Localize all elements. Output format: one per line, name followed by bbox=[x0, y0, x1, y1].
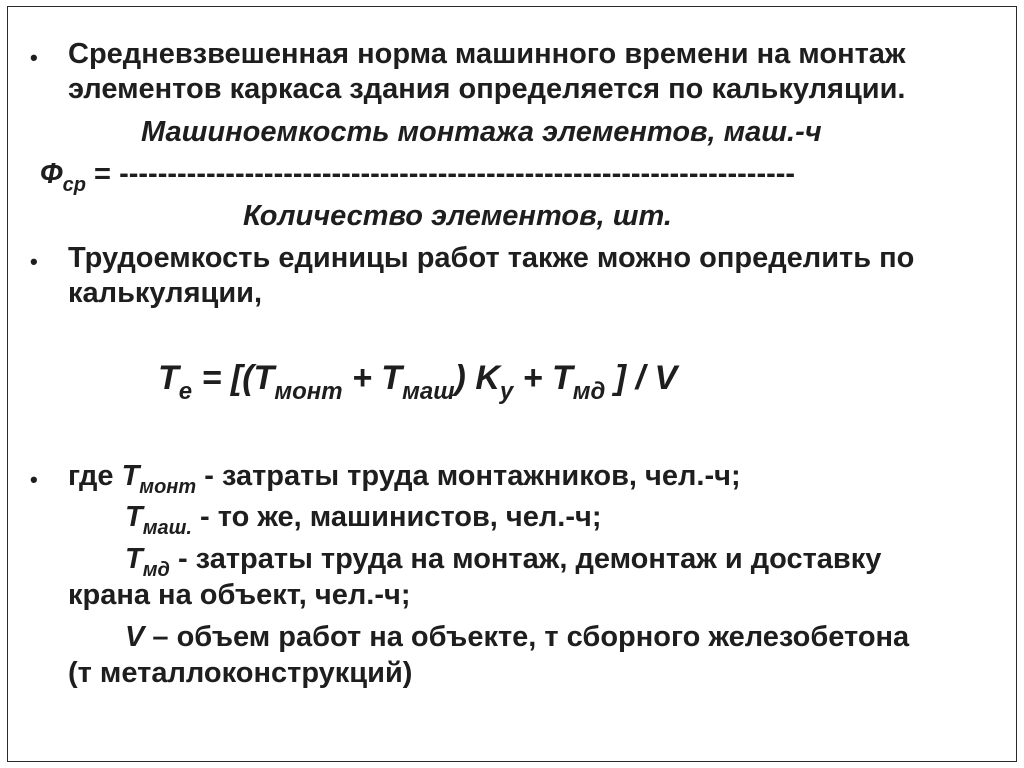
legend-text: – объем работ на объекте, т сборного железобетона bbox=[144, 621, 910, 653]
legend-line: крана на объект, чел.-ч; bbox=[68, 579, 411, 611]
fraction-numerator: Машиноемкость монтажа элементов, маш.-ч bbox=[141, 116, 822, 148]
formula-subscript: монт bbox=[274, 378, 343, 405]
slide bbox=[7, 6, 1017, 762]
paragraph-line: элементов каркаса здания определяется по калькуляции. bbox=[68, 73, 906, 105]
legend-symbol: T bbox=[125, 501, 143, 533]
legend-text: - затраты труда на монтаж, демонтаж и доставку bbox=[169, 543, 882, 575]
formula-symbol: Ф bbox=[40, 158, 63, 190]
legend-line bbox=[125, 620, 909, 654]
legend-line bbox=[125, 500, 602, 537]
formula-subscript: маш bbox=[402, 378, 455, 405]
equals-sign: = bbox=[86, 158, 120, 190]
paragraph-line: Средневзвешенная норма машинного времени на монтаж bbox=[68, 38, 906, 70]
legend-subscript: монт bbox=[139, 476, 197, 498]
formula-part: T bbox=[158, 359, 179, 397]
formula-subscript: ср bbox=[62, 174, 86, 196]
legend-text: - то же, машинистов, чел.-ч; bbox=[191, 501, 602, 533]
bullet-marker: • bbox=[30, 249, 38, 274]
formula-part: ) K bbox=[454, 359, 500, 397]
labor-intensity-formula bbox=[158, 359, 678, 405]
legend-text: - затраты труда монтажников, чел.-ч; bbox=[196, 460, 741, 492]
bullet-marker: • bbox=[30, 45, 38, 70]
formula-part: ] / V bbox=[605, 359, 678, 397]
formula-subscript: у bbox=[499, 378, 514, 405]
legend-symbol: V bbox=[125, 621, 145, 653]
legend-symbol: T bbox=[121, 460, 140, 492]
legend-line bbox=[125, 542, 881, 579]
fraction-line bbox=[40, 157, 795, 194]
paragraph-line: калькуляции, bbox=[68, 277, 263, 309]
legend-line: (т металлоконструкций) bbox=[68, 657, 413, 689]
formula-part: + T bbox=[342, 359, 403, 397]
legend-line bbox=[68, 459, 741, 496]
formula-subscript: мд bbox=[572, 378, 606, 405]
paragraph-line: Трудоемкость единицы работ также можно определить по bbox=[68, 242, 915, 274]
formula-part: + T bbox=[513, 359, 573, 397]
legend-prefix: где bbox=[68, 460, 122, 492]
formula-part: = [(T bbox=[192, 359, 275, 397]
fraction-bar: ---------------------------------------------------------------------- bbox=[119, 158, 796, 190]
fraction-denominator: Количество элементов, шт. bbox=[243, 200, 672, 232]
legend-subscript: мд bbox=[142, 559, 170, 581]
legend-symbol: T bbox=[125, 543, 143, 575]
legend-subscript: маш. bbox=[142, 517, 192, 539]
bullet-marker: • bbox=[30, 467, 38, 492]
formula-subscript: е bbox=[178, 378, 193, 405]
